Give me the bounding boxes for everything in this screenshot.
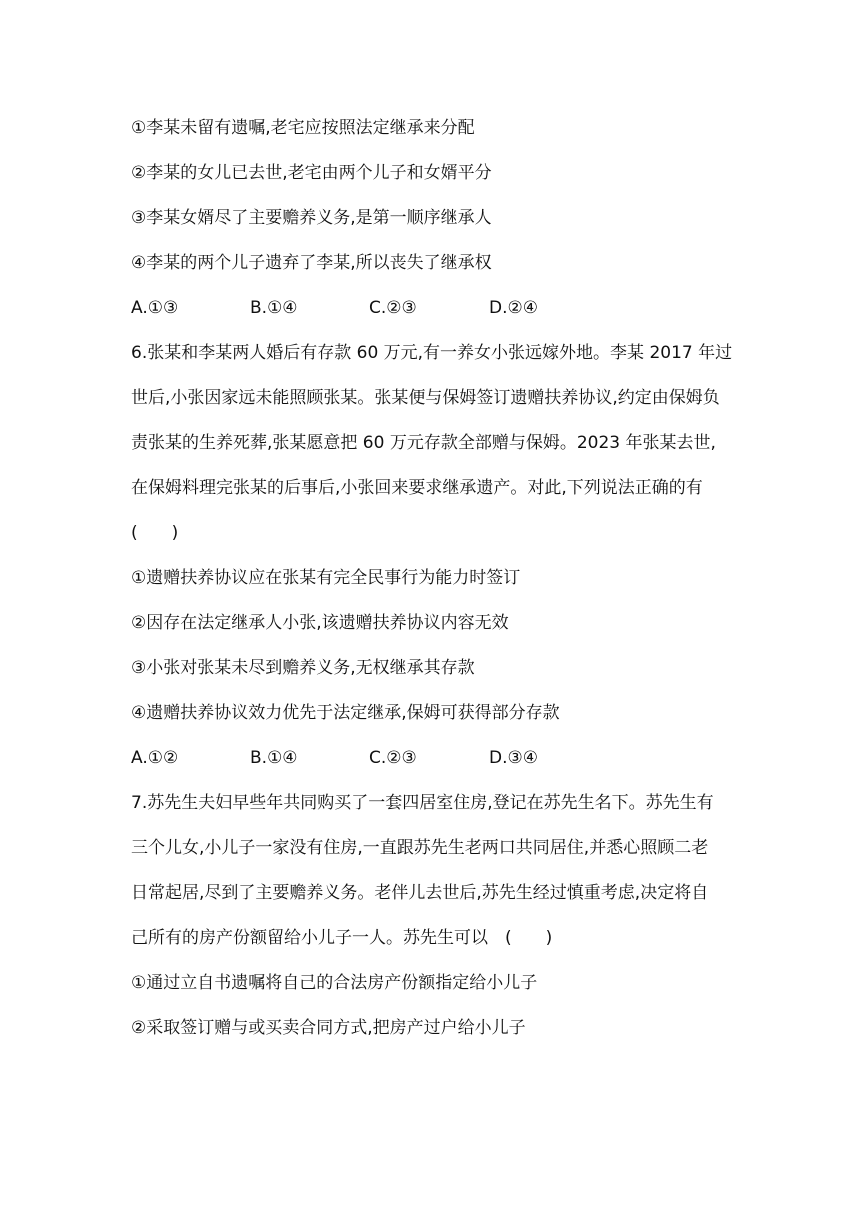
q6-choice-c: C.②③	[369, 748, 417, 768]
q7-stem-line-4: 己所有的房产份额留给小儿子一人。苏先生可以 ( )	[131, 928, 553, 948]
q7-option-1: ①通过立自书遗嘱将自己的合法房产份额指定给小儿子	[131, 973, 538, 993]
q6-option-2: ②因存在法定继承人小张,该遗赠扶养协议内容无效	[131, 613, 509, 633]
q6-choice-b: B.①④	[250, 748, 298, 768]
q5-choice-c: C.②③	[369, 298, 417, 318]
q7-stem-line-1: 7.苏先生夫妇早些年共同购买了一套四居室住房,登记在苏先生名下。苏先生有	[131, 793, 714, 813]
q7-option-2: ②采取签订赠与或买卖合同方式,把房产过户给小儿子	[131, 1018, 526, 1038]
q6-option-1: ①遗赠扶养协议应在张某有完全民事行为能力时签订	[131, 568, 521, 588]
q6-stem-line-2: 世后,小张因家远未能照顾张某。张某便与保姆签订遗赠扶养协议,约定由保姆负	[131, 388, 720, 408]
q7-stem-line-2: 三个儿女,小儿子一家没有住房,一直跟苏先生老两口共同居住,并悉心照顾二老	[131, 838, 709, 858]
q6-option-4: ④遗赠扶养协议效力优先于法定继承,保姆可获得部分存款	[131, 703, 560, 723]
q6-stem-line-1: 6.张某和李某两人婚后有存款 60 万元,有一养女小张远嫁外地。李某 2017 年过	[131, 343, 733, 363]
q6-stem-line-3: 责张某的生养死葬,张某愿意把 60 万元存款全部赠与保姆。2023 年张某去世,	[131, 433, 716, 453]
q6-stem-line-4: 在保姆料理完张某的后事后,小张回来要求继承遗产。对此,下列说法正确的有	[131, 478, 703, 498]
q5-choice-a: A.①③	[131, 298, 179, 318]
q5-option-4: ④李某的两个儿子遗弃了李某,所以丧失了继承权	[131, 253, 492, 273]
q5-option-2: ②李某的女儿已去世,老宅由两个儿子和女婿平分	[131, 163, 492, 183]
q5-choice-b: B.①④	[250, 298, 298, 318]
q5-option-3: ③李某女婿尽了主要赡养义务,是第一顺序继承人	[131, 208, 492, 228]
q6-choice-d: D.③④	[489, 748, 538, 768]
q6-choice-a: A.①②	[131, 748, 179, 768]
q5-option-1: ①李某未留有遗嘱,老宅应按照法定继承来分配	[131, 118, 475, 138]
q6-answer-blank: ( )	[131, 523, 179, 543]
q7-stem-line-3: 日常起居,尽到了主要赡养义务。老伴儿去世后,苏先生经过慎重考虑,决定将自	[131, 883, 709, 903]
q5-choice-d: D.②④	[489, 298, 538, 318]
q6-option-3: ③小张对张某未尽到赡养义务,无权继承其存款	[131, 658, 475, 678]
